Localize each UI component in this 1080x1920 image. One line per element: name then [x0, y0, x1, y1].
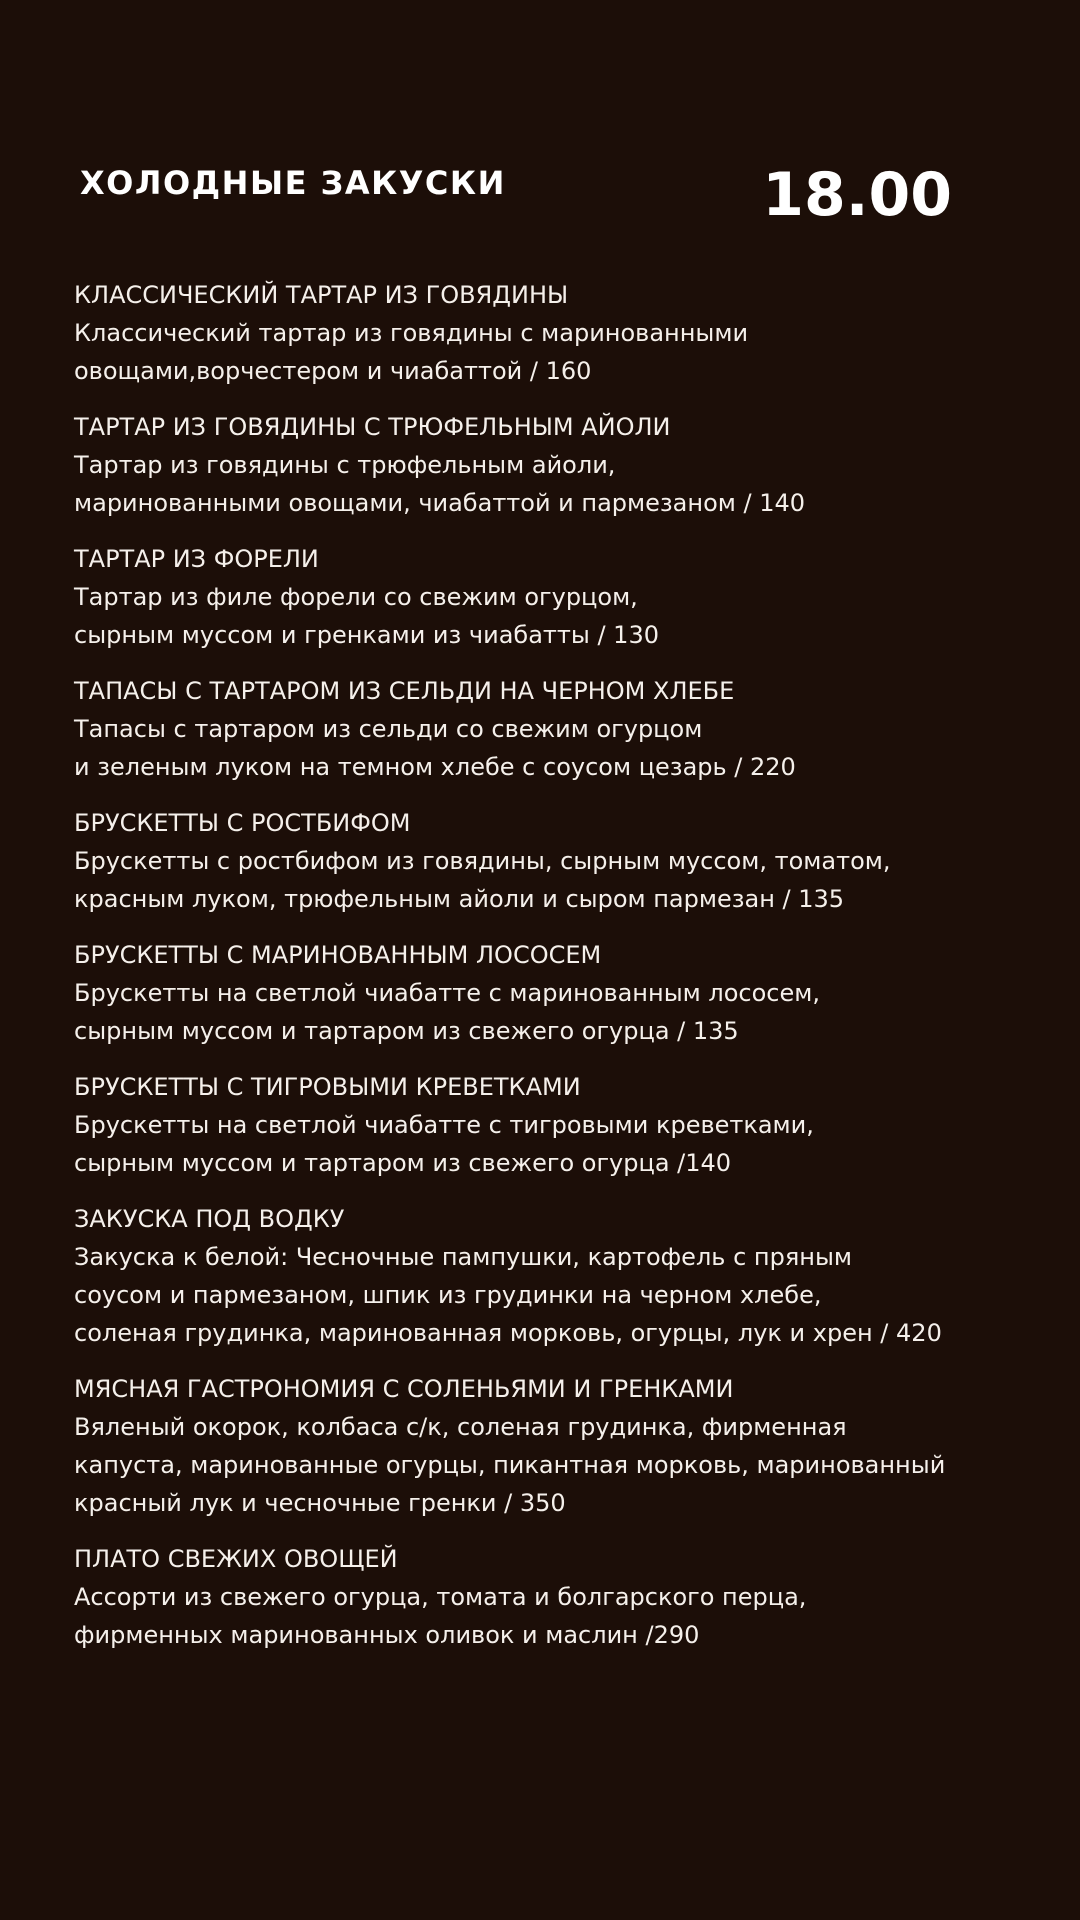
item-description — [74, 1578, 1024, 1654]
item-description-line: соусом и пармезаном, шпик из грудинки на черном хлебе, — [74, 1281, 822, 1309]
menu-item — [74, 540, 1024, 654]
item-description — [74, 842, 1024, 918]
item-description — [74, 1238, 1024, 1352]
item-description — [74, 710, 1024, 786]
item-description-line: Ассорти из свежего огурца, томата и болгарского перца, — [74, 1583, 807, 1611]
item-description-line: Брускетты с ростбифом из говядины, сырным муссом, томатом, — [74, 847, 891, 875]
item-description-line: соленая грудинка, маринованная морковь, огурцы, лук и хрен / 420 — [74, 1319, 942, 1347]
menu-list — [74, 276, 1024, 1672]
item-description — [74, 1408, 1024, 1522]
item-description — [74, 446, 1024, 522]
item-description-line: красным луком, трюфельным айоли и сыром пармезан / 135 — [74, 885, 845, 913]
item-description-line: Закуска к белой: Чесночные пампушки, картофель с пряным — [74, 1243, 852, 1271]
item-description-line: сырным муссом и тартаром из свежего огурца /140 — [74, 1149, 732, 1177]
item-description — [74, 578, 1024, 654]
item-description-line: и зеленым луком на темном хлебе с соусом цезарь / 220 — [74, 753, 796, 781]
item-name: ТАРТАР ИЗ ГОВЯДИНЫ С ТРЮФЕЛЬНЫМ АЙОЛИ — [74, 413, 671, 441]
item-name: ТАПАСЫ С ТАРТАРОМ ИЗ СЕЛЬДИ НА ЧЕРНОМ ХЛЕБЕ — [74, 677, 735, 705]
item-description — [74, 974, 1024, 1050]
item-description-line: Вяленый окорок, колбаса с/к, соленая грудинка, фирменная — [74, 1413, 847, 1441]
item-name: БРУСКЕТТЫ С ТИГРОВЫМИ КРЕВЕТКАМИ — [74, 1073, 581, 1101]
menu-item — [74, 936, 1024, 1050]
menu-item — [74, 1540, 1024, 1654]
item-description-line: маринованными овощами, чиабаттой и пармезаном / 140 — [74, 489, 806, 517]
section-title: ХОЛОДНЫЕ ЗАКУСКИ — [80, 164, 506, 202]
menu-item — [74, 276, 1024, 390]
menu-item — [74, 1068, 1024, 1182]
item-name: ПЛАТО СВЕЖИХ ОВОЩЕЙ — [74, 1545, 398, 1573]
item-name: БРУСКЕТТЫ С РОСТБИФОМ — [74, 809, 411, 837]
item-description-line: фирменных маринованных оливок и маслин /290 — [74, 1621, 700, 1649]
item-name: КЛАССИЧЕСКИЙ ТАРТАР ИЗ ГОВЯДИНЫ — [74, 281, 569, 309]
item-description — [74, 1106, 1024, 1182]
item-description-line: Брускетты на светлой чиабатте с маринованным лососем, — [74, 979, 820, 1007]
header-time: 18.00 — [762, 160, 952, 230]
menu-item — [74, 1370, 1024, 1522]
menu-item — [74, 408, 1024, 522]
menu-item — [74, 672, 1024, 786]
item-description-line: сырным муссом и тартаром из свежего огурца / 135 — [74, 1017, 739, 1045]
item-description-line: Тапасы с тартаром из сельди со свежим огурцом — [74, 715, 703, 743]
item-description-line: Тартар из говядины с трюфельным айоли, — [74, 451, 616, 479]
item-description-line: Классический тартар из говядины с маринованными — [74, 319, 749, 347]
item-name: ЗАКУСКА ПОД ВОДКУ — [74, 1205, 345, 1233]
item-description-line: овощами,ворчестером и чиабаттой / 160 — [74, 357, 592, 385]
item-description-line: красный лук и чесночные гренки / 350 — [74, 1489, 566, 1517]
item-description-line: Брускетты на светлой чиабатте с тигровыми креветками, — [74, 1111, 814, 1139]
item-description-line: капуста, маринованные огурцы, пикантная морковь, маринованный — [74, 1451, 946, 1479]
item-description-line: Тартар из филе форели со свежим огурцом, — [74, 583, 638, 611]
menu-header — [80, 160, 960, 240]
item-description — [74, 314, 1024, 390]
item-name: ТАРТАР ИЗ ФОРЕЛИ — [74, 545, 319, 573]
menu-item — [74, 1200, 1024, 1352]
item-description-line: сырным муссом и гренками из чиабатты / 130 — [74, 621, 659, 649]
menu-item — [74, 804, 1024, 918]
item-name: БРУСКЕТТЫ С МАРИНОВАННЫМ ЛОСОСЕМ — [74, 941, 602, 969]
item-name: МЯСНАЯ ГАСТРОНОМИЯ С СОЛЕНЬЯМИ И ГРЕНКАМИ — [74, 1375, 734, 1403]
